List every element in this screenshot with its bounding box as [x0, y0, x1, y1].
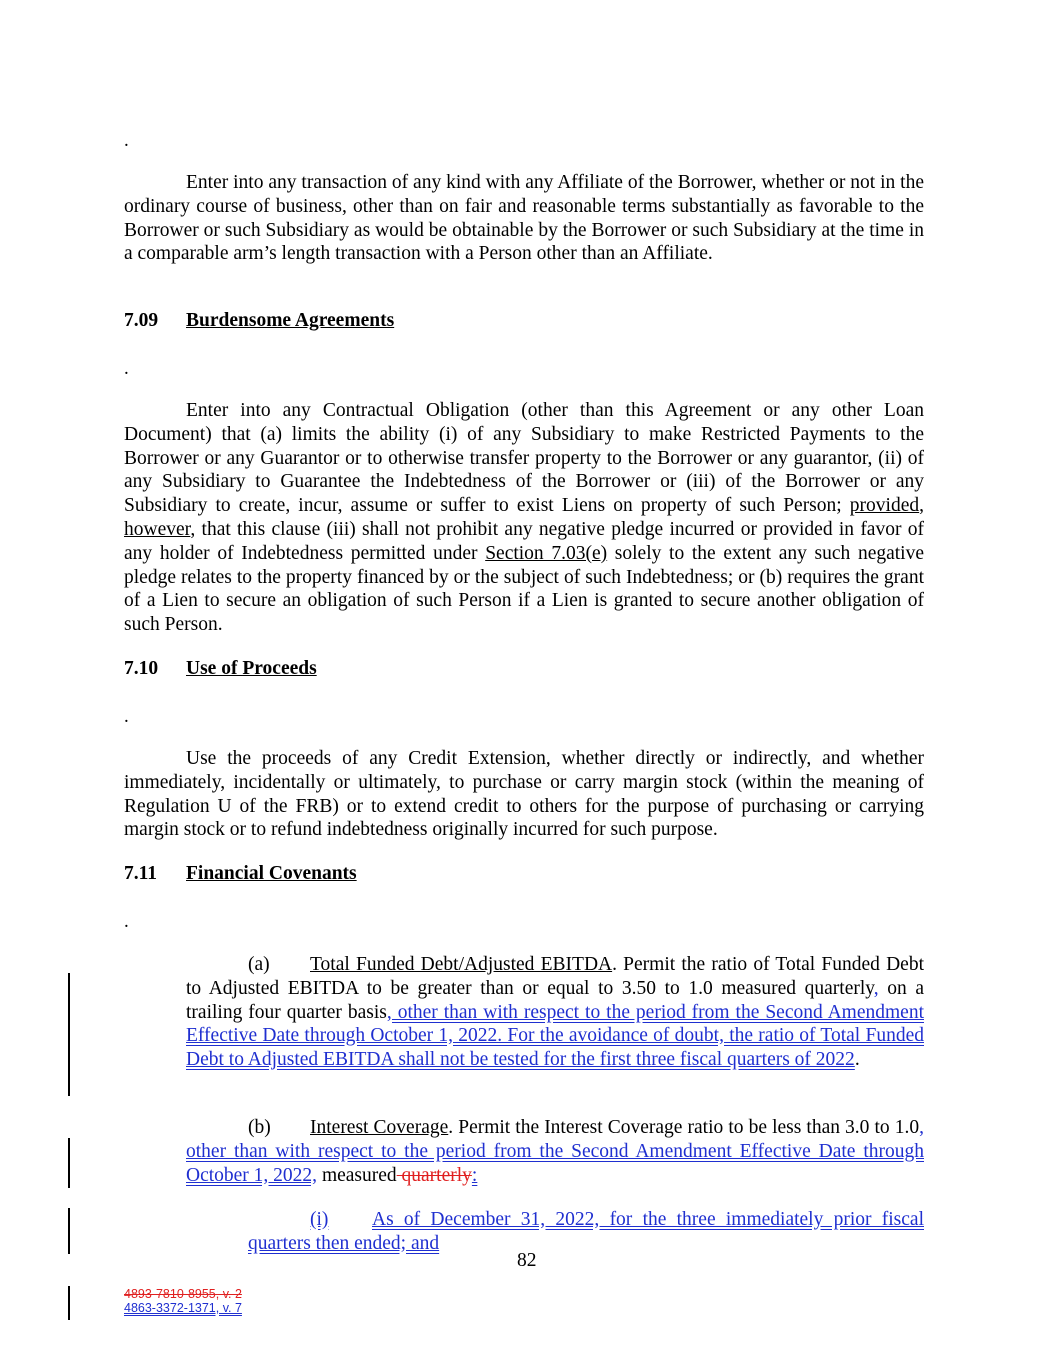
- clause-label: (a): [248, 954, 270, 975]
- section-dot: .: [124, 911, 129, 932]
- body-text: on a trailing four quarter basis: [186, 977, 925, 1023]
- change-bar: [68, 973, 70, 1096]
- new-doc-number: 4863-3372-1371, v. 7: [124, 1301, 242, 1315]
- section-dot: .: [124, 130, 129, 151]
- covenant-a: [186, 953, 924, 1072]
- inserted-text: , other than with respect to the period from the Second Amendment Effective Date through October 1, 2022,: [186, 1117, 924, 1186]
- body-text: . Permit the ratio of Total Funded Debt to Adjusted EBITDA to be greater than or equal to 3.50 to 1.0 measured quarterly: [186, 954, 925, 999]
- body-text: .: [854, 1049, 860, 1071]
- inserted-text: :: [471, 1164, 478, 1186]
- inserted-text: As of December 31, 2022, for the three immediately prior fiscal quarters then ended; and: [248, 1209, 924, 1254]
- however-term: however: [124, 518, 191, 540]
- provided-term: provided: [849, 495, 920, 517]
- body-text: measured: [317, 1164, 397, 1186]
- section-number: 7.10: [124, 658, 159, 679]
- section-reference: Section 7.03(e): [485, 542, 608, 564]
- clause-title: Interest Coverage: [310, 1117, 449, 1138]
- section-number: 7.11: [124, 863, 158, 884]
- change-bar: [68, 1286, 70, 1320]
- section-number: 7.09: [124, 310, 159, 331]
- change-bar: [68, 1138, 70, 1188]
- covenant-b: [186, 1116, 924, 1187]
- old-doc-number: 4893-7810-8955, v. 2: [124, 1287, 242, 1301]
- deleted-text: quarterly: [396, 1164, 472, 1186]
- section-dot: .: [124, 706, 129, 727]
- body-text: Enter into any Contractual Obligation (other than this Agreement or any other Loan Document) that (a) limits the ability (i) of any Subsidiary to make Restricted Payments to the Borrower or any Guarantor or to otherwise transfer property to the Borrower or any guarantor, (ii) of any Subsidiary to Guarantee the Indebtedness of the Borrower or (iii) of the Borrower or any Subsidiary to create, incur, assume or suffer to exist Liens on property of such Person;: [124, 400, 924, 517]
- change-bar: [68, 1208, 70, 1254]
- inserted-text: ,: [873, 977, 879, 999]
- section-7-11-heading: [124, 863, 357, 885]
- covenant-b-i: [248, 1208, 924, 1256]
- clause-label: (b): [248, 1117, 271, 1138]
- section-title: Financial Covenants: [186, 863, 357, 884]
- document-numbers: [124, 1287, 242, 1315]
- section-7-09-heading: [124, 310, 394, 332]
- section-7-10-body: Use the proceeds of any Credit Extension, whether directly or indirectly, and whether immediately, incidentally or ultimately, to purchase or carry margin stock (within the meaning of Regulation U of the FRB) or to extend credit to others for the purpose of purchasing or carrying margin stock or to refund indebtedness originally incurred for such purpose.: [124, 748, 924, 841]
- body-text: solely to the extent any such negative pledge relates to the property financed by or the subject of such Indebtedness; or (b) requires the grant of a Lien to secure an obligation of such Person if a Lien is granted to secure another obligation of such Person.: [124, 542, 924, 636]
- section-dot: .: [124, 358, 129, 379]
- section-title: Burdensome Agreements: [186, 310, 395, 331]
- section-title: Use of Proceeds: [186, 658, 317, 679]
- section-7-09-body: [124, 399, 924, 637]
- section-7-08-body: Enter into any transaction of any kind with any Affiliate of the Borrower, whether or not in the ordinary course of business, other than on fair and reasonable terms substantially as favorable to the Borrower or such Subsidiary as would be obtainable by the Borrower or such Subsidiary at the time in a comparable arm’s length transaction with a Person other than an Affiliate.: [124, 172, 924, 265]
- body-text: ,: [919, 495, 924, 517]
- inserted-text: , other than with respect to the period from the Second Amendment Effective Date through October 1, 2022. For the avoidance of doubt, the ratio of Total Funded Debt to Adjusted EBITDA shall not be tested for the first three fiscal quarters of 2022: [186, 1001, 924, 1071]
- body-text: . Permit the Interest Coverage ratio to be less than 3.0 to 1.0: [448, 1117, 920, 1138]
- section-7-10-heading: [124, 658, 317, 680]
- clause-label: (i): [310, 1209, 329, 1230]
- clause-title: Total Funded Debt/Adjusted EBITDA: [310, 954, 613, 975]
- page-number: 82: [517, 1250, 537, 1271]
- body-text: , that this clause (iii) shall not prohibit any negative pledge incurred or provided in favor of any holder of Indebtedness permitted under: [124, 518, 924, 564]
